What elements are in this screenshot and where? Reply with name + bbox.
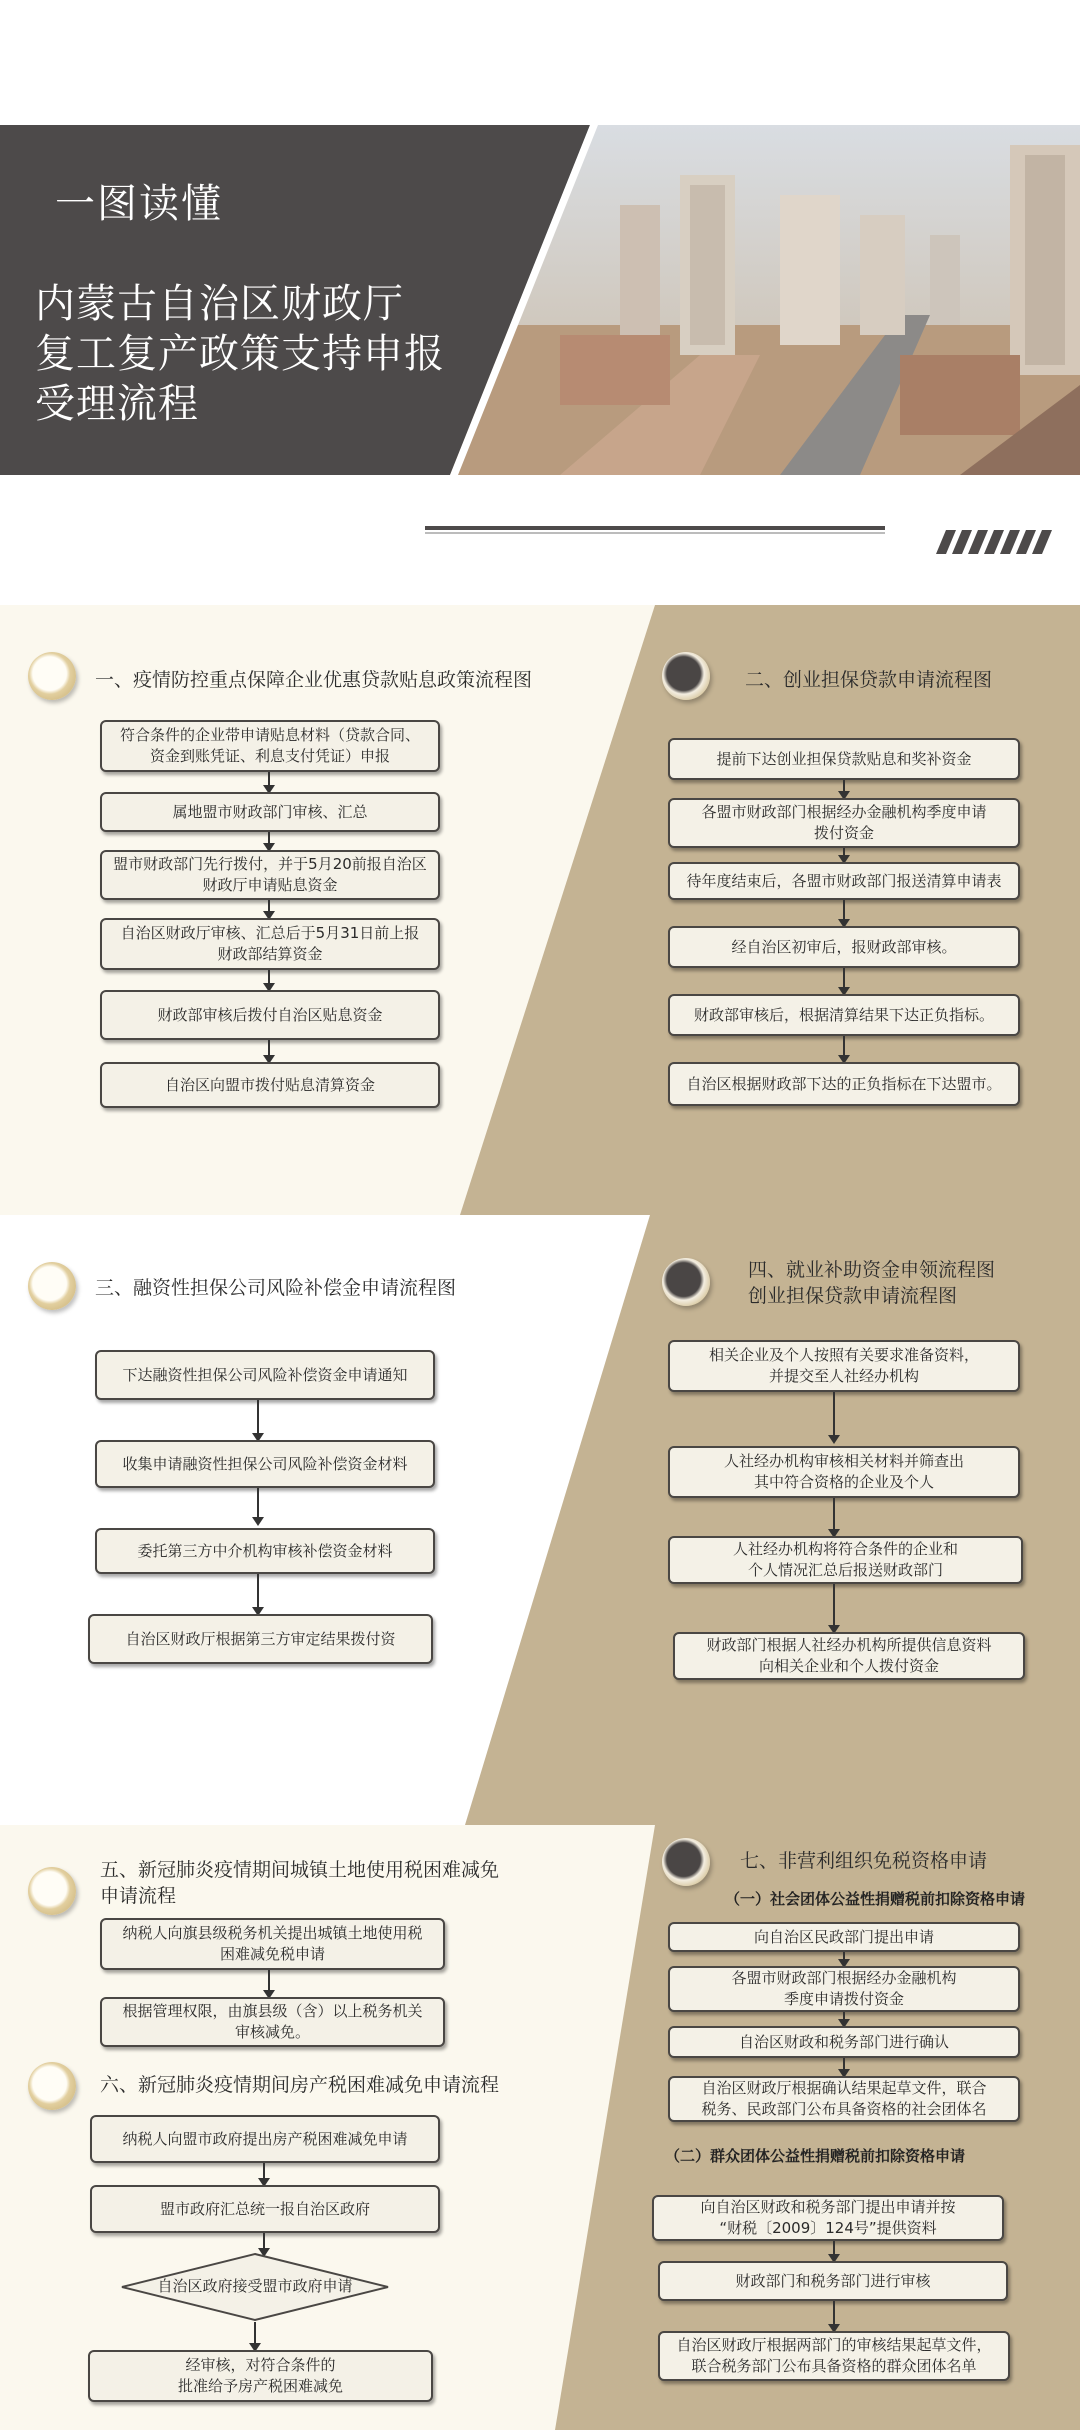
s6-step-2: 盟市政府汇总统一报自治区政府 xyxy=(90,2185,440,2233)
s2-step-4: 经自治区初审后，报财政部审核。 xyxy=(668,926,1020,968)
s1-step-5: 财政部审核后拨付自治区贴息资金 xyxy=(100,990,440,1040)
s1-arrow-3 xyxy=(268,900,270,918)
s2-step-5: 财政部审核后，根据清算结果下达正负指标。 xyxy=(668,994,1020,1036)
s1-step-6: 自治区向盟市拨付贴息清算资金 xyxy=(100,1062,440,1108)
s7-subtitle-1: （一）社会团体公益性捐赠税前扣除资格申请 xyxy=(725,1890,1026,1908)
s7b-step-1: 向自治区财政和税务部门提出申请并按 “财税〔2009〕124号”提供资料 xyxy=(652,2195,1004,2241)
s5-arrow-1 xyxy=(268,1970,270,1997)
stripe-decoration xyxy=(928,528,1068,556)
s1-arrow-5 xyxy=(268,1040,270,1062)
s2-step-2: 各盟市财政部门根据经办金融机构季度申请 拨付资金 xyxy=(668,798,1020,848)
s4-arrow-1 xyxy=(833,1392,835,1442)
hero-title-line-2: 复工复产政策支持申报 xyxy=(35,331,445,377)
s1-step-1: 符合条件的企业带申请贴息材料（贷款合同、 资金到账凭证、利息支付凭证）申报 xyxy=(100,720,440,772)
s3-step-3: 委托第三方中介机构审核补偿资金材料 xyxy=(95,1528,435,1574)
s7a-arrow-1 xyxy=(843,1952,845,1966)
s7a-arrow-2 xyxy=(843,2012,845,2026)
s5-step-2: 根据管理权限，由旗县级（含）以上税务机关 审核减免。 xyxy=(100,1997,445,2047)
s3-arrow-2 xyxy=(257,1488,259,1524)
s6-step-1: 纳税人向盟市政府提出房产税困难减免申请 xyxy=(90,2115,440,2163)
s1-arrow-2 xyxy=(268,832,270,850)
s4-step-2: 人社经办机构审核相关材料并筛查出 其中符合资格的企业及个人 xyxy=(668,1446,1020,1498)
section-7-bullet xyxy=(662,1838,710,1886)
s3-step-1: 下达融资性担保公司风险补偿资金申请通知 xyxy=(95,1350,435,1400)
s1-arrow-4 xyxy=(268,970,270,990)
section-2-bullet xyxy=(662,652,710,700)
s1-step-2: 属地盟市财政部门审核、汇总 xyxy=(100,792,440,832)
section-5-title: 五、新冠肺炎疫情期间城镇土地使用税困难减免 申请流程 xyxy=(100,1859,500,1907)
s6-arrow-1 xyxy=(263,2163,265,2185)
s4-step-4: 财政部门根据人社经办机构所提供信息资料 向相关企业和个人拨付资金 xyxy=(673,1632,1025,1680)
s6-step-3: 自治区政府接受盟市政府申请 xyxy=(157,2277,353,2295)
s1-step-4: 自治区财政厅审核、汇总后于5月31日前上报 财政部结算资金 xyxy=(100,918,440,970)
hero-title-line-1: 内蒙古自治区财政厅 xyxy=(35,281,404,327)
s2-step-6: 自治区根据财政部下达的正负指标在下达盟市。 xyxy=(668,1062,1020,1106)
section-5-bullet xyxy=(28,1867,76,1915)
s4-arrow-2 xyxy=(833,1498,835,1536)
s4-arrow-3 xyxy=(833,1584,835,1632)
s6-step-4: 经审核，对符合条件的 批准给予房产税困难减免 xyxy=(88,2350,433,2402)
s5-step-1: 纳税人向旗县级税务机关提出城镇土地使用税 困难减免税申请 xyxy=(100,1918,445,1970)
s1-step-3: 盟市财政部门先行拨付，并于5月20前报自治区 财政厅申请贴息资金 xyxy=(100,850,440,900)
s7a-step-4: 自治区财政厅根据确认结果起草文件，联合 税务、民政部门公布具备资格的社会团体名 xyxy=(668,2076,1020,2122)
s7b-step-3: 自治区财政厅根据两部门的审核结果起草文件， 联合税务部门公布具备资格的群众团体名单 xyxy=(658,2331,1010,2381)
s4-step-3: 人社经办机构将符合条件的企业和 个人情况汇总后报送财政部门 xyxy=(668,1536,1023,1584)
s2-arrow-3 xyxy=(843,900,845,926)
s2-arrow-5 xyxy=(843,1036,845,1062)
s7b-step-2: 财政部门和税务部门进行审核 xyxy=(658,2261,1008,2301)
divider-line-shadow xyxy=(425,532,885,534)
s2-step-1: 提前下达创业担保贷款贴息和奖补资金 xyxy=(668,738,1020,780)
section-6-bullet xyxy=(28,2062,76,2110)
section-4-bullet xyxy=(662,1258,710,1306)
s3-step-4: 自治区财政厅根据第三方审定结果拨付资 xyxy=(88,1614,433,1664)
section-1-title: 一、疫情防控重点保障企业优惠贷款贴息政策流程图 xyxy=(95,669,533,691)
section-6-title: 六、新冠肺炎疫情期间房产税困难减免申请流程 xyxy=(100,2074,500,2096)
s7-subtitle-2: （二）群众团体公益性捐赠税前扣除资格申请 xyxy=(665,2147,966,2165)
section-7-title: 七、非营利组织免税资格申请 xyxy=(740,1850,988,1872)
s7a-step-3: 自治区财政和税务部门进行确认 xyxy=(668,2026,1020,2058)
s6-arrow-3 xyxy=(254,2322,256,2350)
s2-arrow-1 xyxy=(843,780,845,798)
s2-arrow-4 xyxy=(843,968,845,994)
s7b-arrow-2 xyxy=(833,2301,835,2331)
hero-tag: 一图读懂 xyxy=(55,181,223,227)
s4-step-1: 相关企业及个人按照有关要求准备资料， 并提交至人社经办机构 xyxy=(668,1340,1020,1392)
divider-line xyxy=(425,526,885,530)
s2-arrow-2 xyxy=(843,848,845,862)
s7a-step-1: 向自治区民政部门提出申请 xyxy=(668,1922,1020,1952)
section-3-title: 三、融资性担保公司风险补偿金申请流程图 xyxy=(95,1277,457,1299)
s7a-step-2: 各盟市财政部门根据经办金融机构 季度申请拨付资金 xyxy=(668,1966,1020,2012)
hero-title-line-3: 受理流程 xyxy=(35,381,199,427)
s7a-arrow-3 xyxy=(843,2058,845,2076)
section-2-title: 二、创业担保贷款申请流程图 xyxy=(745,669,993,691)
s3-arrow-3 xyxy=(257,1574,259,1614)
s3-arrow-1 xyxy=(257,1400,259,1440)
section-1-bullet xyxy=(28,652,76,700)
section-4-title: 四、就业补助资金申领流程图 创业担保贷款申请流程图 xyxy=(748,1259,996,1307)
section-3-bullet xyxy=(28,1262,76,1310)
s2-step-3: 待年度结束后，各盟市财政部门报送清算申请表 xyxy=(668,862,1020,900)
s7b-arrow-1 xyxy=(833,2241,835,2261)
s3-step-2: 收集申请融资性担保公司风险补偿资金材料 xyxy=(95,1440,435,1488)
s1-arrow-1 xyxy=(268,772,270,792)
